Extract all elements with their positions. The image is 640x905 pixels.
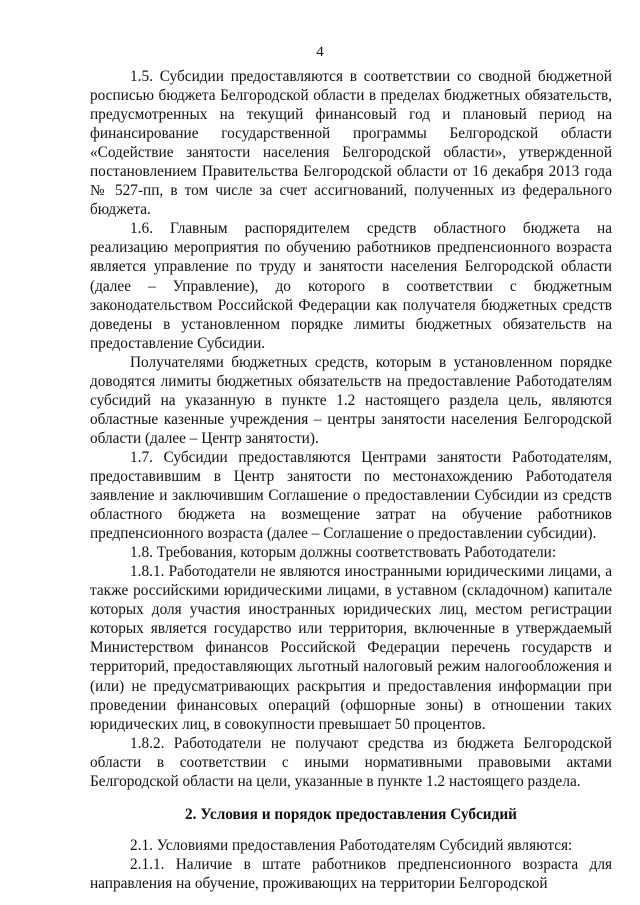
paragraph-2-1-1: 2.1.1. Наличие в штате работников предпенсионного возраста для направления на обучение, проживающих на территории Белгородской (90, 855, 612, 892)
page-number: 4 (316, 44, 324, 60)
paragraph-1-8-2: 1.8.2. Работодатели не получают средства из бюджета Белгородской области в соответствии с иными нормативными правовыми актами Белгородской области на цели, указанные в пункте 1.2 настоящего раздела. (90, 734, 612, 790)
paragraph-1-5: 1.5. Субсидии предоставляются в соответствии со сводной бюджетной росписью бюджета Белгородской области в пределах бюджетных обязательств, предусмотренных на текущий финансовый год и плановый период на финансирование государственной программы Белгородской области «Содействие занятости населения Белгородской области», утвержденной постановлением Правительства Белгородской области от 16 декабря 2013 года № 527-пп, в том числе за счет ассигнований, полученных из федерального бюджета. (90, 68, 612, 219)
paragraph-budget-recipients: Получателями бюджетных средств, которым в установленном порядке доводятся лимиты бюджетных обязательств на предоставление Работодателям субсидий на указанную в пункте 1.2 настоящего раздела цель, являются областные казенные учреждения – центры занятости населения Белгородской области (далее – Центр занятости). (90, 353, 612, 447)
paragraph-1-8: 1.8. Требования, которым должны соответствовать Работодатели: (130, 544, 557, 562)
paragraph-1-8-1: 1.8.1. Работодатели не являются иностранными юридическими лицами, а также российскими юридическими лицами, в уставном (складочном) капитале которых доля участия иностранных юридических лиц, местом регистрации которых является государство или территория, включенные в утверждаемый Министерством финансов Российской Федерации перечень государств и территорий, предоставляющих льготный налоговый режим налогообложения и (или) не предусматривающих раскрытия и предоставления информации при проведении финансовых операций (офшорные зоны) в отношении таких юридических лиц, в совокупности превышает 50 процентов. (90, 563, 612, 733)
paragraph-1-6: 1.6. Главным распорядителем средств областного бюджета на реализацию мероприятия по обучению работников предпенсионного возраста является управление по труду и занятости населения Белгородской области (далее – Управление), до которого в соответствии с бюджетным законодательством Российской Федерации как получателя бюджетных средств доведены в установленном порядке лимиты бюджетных обязательств на предоставление Субсидии. (90, 220, 612, 352)
paragraph-1-7: 1.7. Субсидии предоставляются Центрами занятости Работодателям, предоставившим в Центр занятости по местонахождению Работодателя заявление и заключившим Соглашение о предоставлении Субсидии из средств областного бюджета на возмещение затрат на обучение работников предпенсионного возраста (далее – Соглашение о предоставлении субсидии). (90, 448, 612, 543)
section-heading: 2. Условия и порядок предоставления Субсидий (185, 805, 517, 823)
document-body (90, 67, 612, 893)
paragraph-2-1: 2.1. Условиями предоставления Работодателям Субсидий являются: (130, 836, 573, 854)
